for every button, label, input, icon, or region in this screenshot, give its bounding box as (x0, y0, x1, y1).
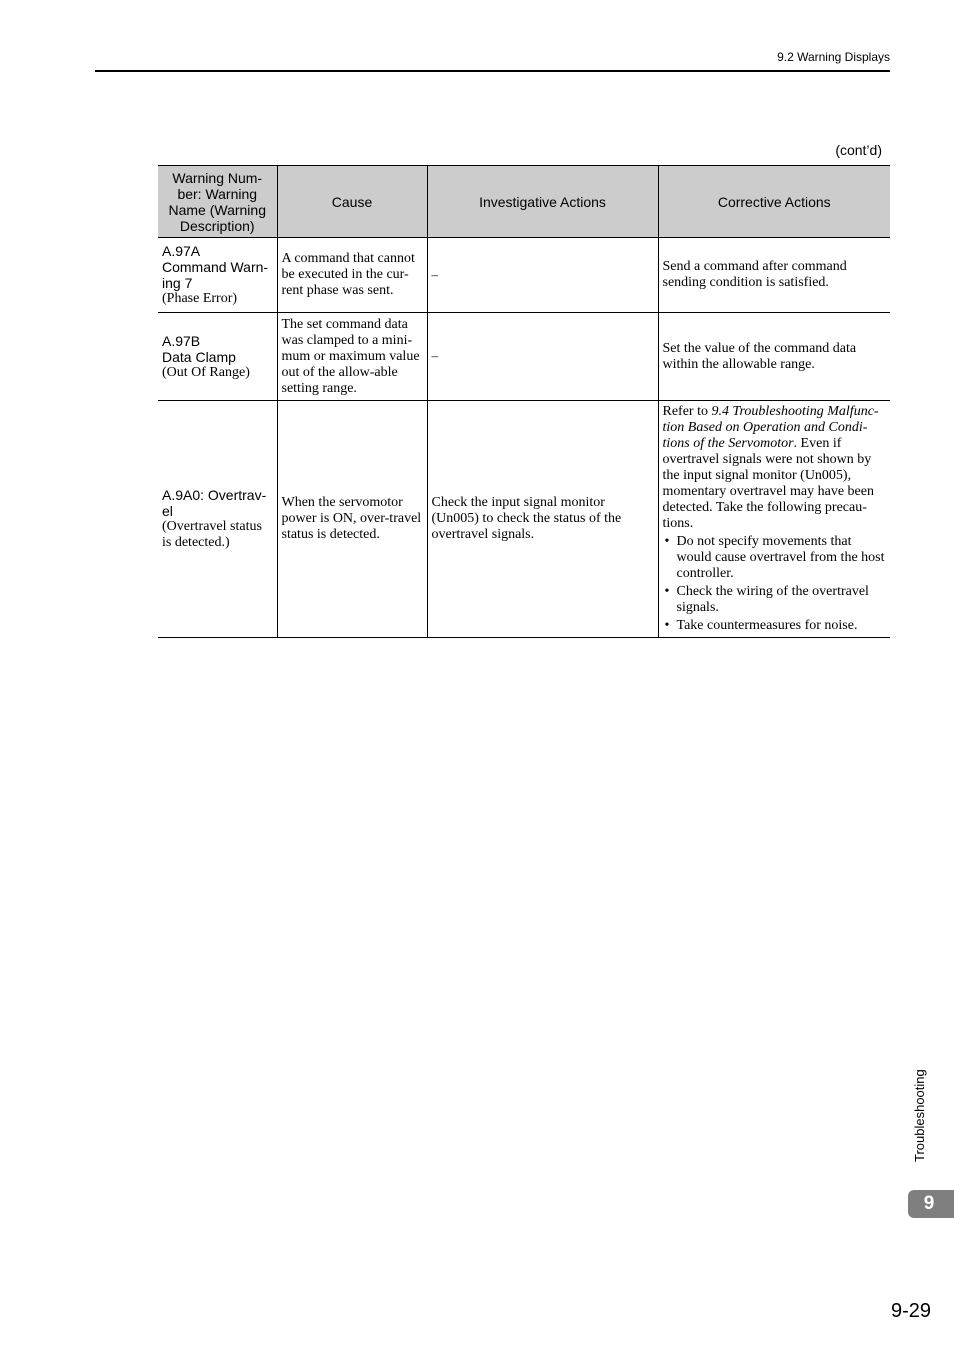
table-row (158, 313, 890, 401)
investigative-text: – (431, 266, 438, 282)
warning-cell (158, 401, 277, 638)
continued-label: (cont’d) (835, 142, 882, 158)
investigative-text: – (431, 348, 438, 363)
warning-name: Command Warn-ing 7 (162, 259, 269, 291)
warning-code-name: A.9A0: Overtrav-el (162, 487, 267, 519)
cause-cell: The set command data was clamped to a mini-mum or maximum value out of the allow-able setting range. (277, 313, 427, 401)
investigative-cell: Check the input signal monitor (Un005) to check the status of the overtravel signals. (427, 401, 658, 638)
bullet-icon: • (664, 534, 670, 549)
warning-table (158, 165, 890, 638)
corrective-cell: Set the value of the command data within the allowable range. (658, 313, 890, 401)
list-item-text: Take countermeasures for noise. (676, 618, 858, 633)
table-row (158, 401, 890, 638)
table-row (158, 238, 890, 313)
running-header: 9.2 Warning Displays (777, 50, 890, 64)
header-cause: Cause (277, 166, 427, 238)
header-corrective: Corrective Actions (658, 166, 890, 238)
warning-description: (Phase Error) (162, 291, 238, 306)
warning-description: (Out Of Range) (162, 364, 250, 380)
list-item (663, 584, 887, 616)
page-number: 9-29 (890, 1300, 931, 1322)
warning-code: A.97A (162, 243, 201, 259)
warning-name: Data Clamp (162, 348, 236, 365)
list-item (663, 618, 887, 634)
bullet-icon: • (664, 618, 670, 633)
chapter-number-tab: 9 (908, 1190, 954, 1218)
warning-description: (Overtravel status is detected.) (162, 519, 262, 550)
warning-cell (158, 238, 277, 313)
corrective-prefix: Refer to (662, 404, 712, 419)
header-warning: Warning Num-ber: Warning Name (Warning Description) (158, 166, 277, 238)
list-item-text: Check the wiring of the overtravel signals. (676, 584, 869, 615)
corrective-paragraph (663, 404, 887, 532)
cause-cell: A command that cannot be executed in the cur-rent phase was sent. (277, 238, 427, 313)
chapter-side-label: Troubleshooting (912, 1069, 927, 1162)
header-rule (95, 70, 890, 72)
precaution-list (663, 534, 887, 634)
list-item (663, 534, 887, 582)
warning-code: A.97B (162, 332, 201, 349)
list-item-text: Do not specify movements that would cause overtravel from the host controller. (676, 534, 885, 581)
cause-cell: When the servomotor power is ON, over-travel status is detected. (277, 401, 427, 638)
warning-cell (158, 313, 277, 401)
table-header-row (158, 166, 890, 238)
bullet-icon: • (664, 584, 670, 599)
corrective-cell (658, 401, 890, 638)
investigative-cell (427, 238, 658, 313)
corrective-reference-link: 9.4 Troubleshooting Malfunc-tion Based on Operation and Condi-tions of the Servomotor (662, 404, 879, 451)
header-investigative: Investigative Actions (427, 166, 658, 238)
corrective-cell: Send a command after command sending condition is satisfied. (658, 238, 890, 313)
corrective-suffix: . Even if overtravel signals were not shown by the input signal monitor (Un005), momentary overtravel may have been detected. Take the following precau-tions. (662, 436, 874, 531)
investigative-cell (427, 313, 658, 401)
